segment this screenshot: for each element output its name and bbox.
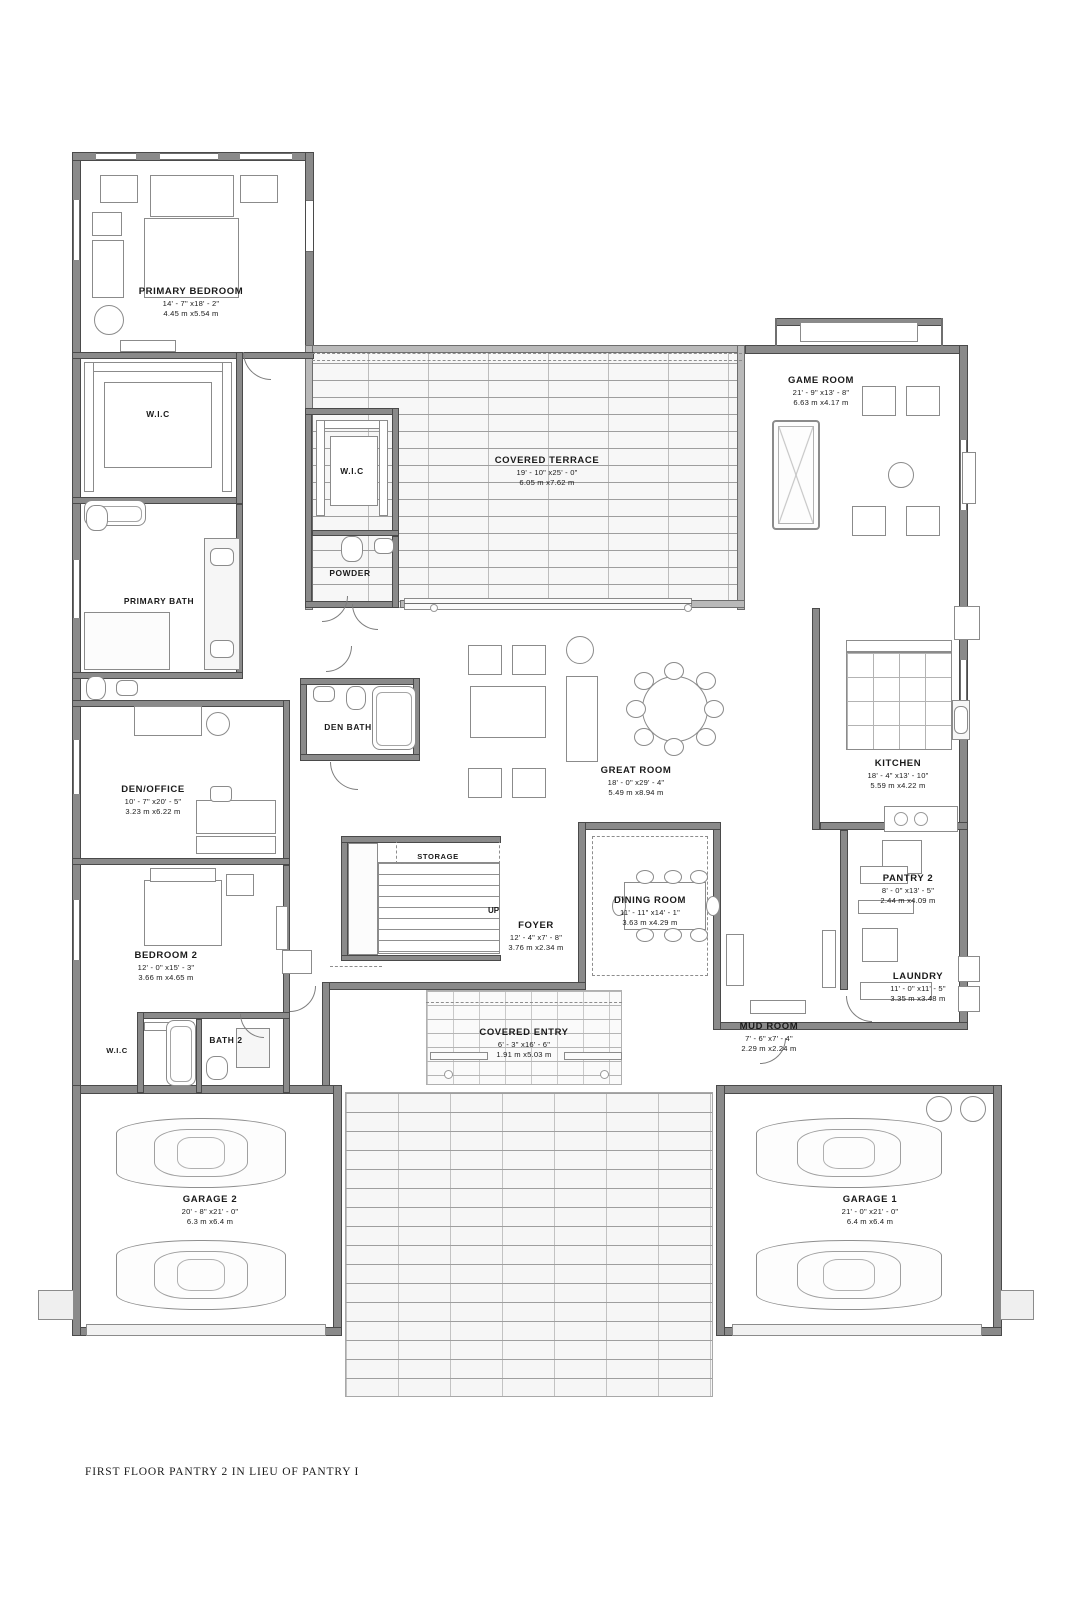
car-garage1-rear — [756, 1240, 942, 1310]
label-pantry-2: PANTRY 2 8' - 0" x13' - 5" 2.44 m x4.09 m — [880, 873, 936, 906]
kitchen-refrigerator — [954, 606, 980, 640]
terrace-north-wall — [305, 345, 745, 353]
primary-bath-sink-b — [210, 640, 234, 658]
den-sofa — [134, 706, 202, 736]
breakfast-chair-e — [704, 700, 724, 718]
terrace-slider-track — [404, 603, 692, 604]
front-door-hinge-right — [600, 1070, 609, 1079]
primary-bath-toilet-2 — [86, 676, 106, 700]
window-primary-north-b — [160, 153, 218, 160]
dresser-primary — [120, 340, 176, 352]
pool-table — [772, 420, 820, 530]
game-room-window-jamb-left — [775, 318, 777, 346]
terrace-slider-south[interactable] — [404, 598, 692, 610]
partition-den-bath-north — [300, 678, 420, 685]
den-bath-toilet — [346, 686, 366, 710]
dining-north-wall — [578, 822, 721, 830]
label-great-room: GREAT ROOM 18' - 0" x29' - 4" 5.49 m x8.94 m — [600, 765, 672, 798]
front-drive-paving — [345, 1092, 713, 1397]
dresser-bedroom2 — [276, 906, 288, 950]
den-side-table — [206, 712, 230, 736]
garage2-east-wall — [333, 1085, 342, 1335]
primary-bath-sink-c — [116, 680, 138, 696]
label-covered-terrace: COVERED TERRACE 19' - 10" x25' - 0" 6.05 m x7.62 m — [494, 455, 600, 488]
bath2-tub — [166, 1020, 196, 1086]
label-den-office: DEN/OFFICE 10' - 7" x20' - 5" 3.23 m x6.22 m — [121, 784, 185, 817]
breakfast-chair-sw — [634, 728, 654, 746]
foyer-west-wall — [322, 982, 330, 1090]
garage1-west-wall — [716, 1085, 725, 1336]
door-wic-den[interactable] — [322, 596, 348, 622]
partition-bath2-north — [137, 1012, 290, 1019]
dining-chair-n3 — [690, 870, 708, 884]
kitchen-sink — [954, 706, 968, 734]
terrace-edge-dash-mid — [312, 360, 742, 361]
game-room-armchair-c — [852, 506, 886, 536]
label-garage-2: GARAGE 2 20' - 8" x21' - 0" 6.3 m x6.4 m — [181, 1194, 239, 1227]
mud-room-bench — [726, 934, 744, 986]
partition-wic-primary-east — [236, 352, 243, 504]
drawing-caption: FIRST FLOOR PANTRY 2 IN LIEU OF PANTRY I — [85, 1466, 360, 1478]
dining-chair-n1 — [636, 870, 654, 884]
kitchen-burner-a — [894, 812, 908, 826]
door-powder[interactable] — [352, 604, 378, 630]
den-credenza — [196, 836, 276, 854]
breakfast-chair-s — [664, 738, 684, 756]
partition-den-bath-south — [300, 754, 420, 761]
garage1-door-panel[interactable] — [732, 1324, 982, 1336]
car-garage2-rear — [116, 1240, 286, 1310]
game-room-window-jamb-right — [941, 318, 943, 346]
label-dining-room: DINING ROOM 11' - 11" x14' - 1" 3.63 m x4.29 m — [613, 895, 687, 928]
window-primary-bedroom-east — [306, 200, 313, 252]
nightstand-bedroom2 — [226, 874, 254, 896]
wic-primary-shelf-east — [222, 362, 232, 492]
label-laundry: LAUNDRY 11' - 0" x11' - 5" 3.35 m x3.48 m — [890, 971, 946, 1004]
partition-den-bath-west — [300, 678, 307, 760]
front-door-hinge-left — [444, 1070, 453, 1079]
nightstand-right — [240, 175, 278, 203]
car-garage2-front — [116, 1118, 286, 1188]
interior-wall-primary-east — [305, 152, 314, 352]
window-primary-north-c — [240, 153, 292, 160]
garage2-north-wall — [72, 1085, 342, 1094]
dining-chair-n2 — [664, 870, 682, 884]
great-room-sofa — [566, 676, 598, 762]
great-room-armchair-d — [512, 768, 546, 798]
dining-chair-s1 — [636, 928, 654, 942]
label-kitchen: KITCHEN 18' - 4" x13' - 10" 5.59 m x4.22 m — [867, 758, 929, 791]
exterior-wall-northeast — [745, 345, 968, 354]
label-foyer: FOYER 12' - 4" x7' - 8" 3.76 m x2.34 m — [508, 920, 564, 953]
game-room-console — [962, 452, 976, 504]
label-wic-primary: W.I.C — [146, 409, 170, 419]
game-room-armchair-d — [906, 506, 940, 536]
great-room-armchair-b — [512, 645, 546, 675]
game-room-round-table — [888, 462, 914, 488]
breakfast-chair-nw — [634, 672, 654, 690]
wic-primary-shelf-north — [84, 362, 232, 372]
bed-bedroom2 — [144, 880, 222, 946]
label-den-bath: DEN BATH — [324, 722, 372, 732]
great-room-coffee-table — [470, 686, 546, 738]
armchair-primary-a — [92, 212, 122, 236]
bed-bedroom2-headboard — [150, 868, 216, 882]
storage-south-wall — [341, 955, 501, 961]
pantry-shelf-west — [822, 930, 836, 988]
terrace-edge-dash-north — [312, 353, 742, 354]
breakfast-chair-se — [696, 728, 716, 746]
terrace-slider-handle-left[interactable] — [430, 604, 438, 612]
dining-chair-s3 — [690, 928, 708, 942]
window-primary-north-a — [96, 153, 136, 160]
garage1-water-heater-b — [960, 1096, 986, 1122]
kitchen-burner-b — [914, 812, 928, 826]
label-garage-1: GARAGE 1 21' - 0" x21' - 0" 6.4 m x6.4 m — [841, 1194, 899, 1227]
label-game-room: GAME ROOM 21' - 9" x13' - 8" 6.63 m x4.17 m — [787, 375, 855, 408]
wic-primary-island — [104, 382, 212, 468]
den-bath-tub — [372, 686, 416, 750]
window-primary-bath-west — [73, 560, 80, 618]
door-bedroom2[interactable] — [290, 986, 316, 1012]
partition-wic-bedroom2-east — [196, 1019, 202, 1093]
label-primary-bath: PRIMARY BATH — [123, 596, 195, 606]
door-den-bath[interactable] — [326, 646, 352, 672]
kitchen-island — [846, 652, 952, 750]
powder-toilet — [341, 536, 363, 562]
mud-room-locker — [750, 1000, 806, 1014]
breakfast-chair-ne — [696, 672, 716, 690]
door-primary-bedroom[interactable] — [243, 352, 271, 380]
partition-den-south — [72, 858, 290, 865]
door-den-office[interactable] — [330, 762, 358, 790]
storage-west-wall — [341, 836, 348, 961]
foyer-opening-dash — [330, 966, 382, 967]
storage-closet — [348, 843, 378, 955]
great-room-armchair-a — [468, 645, 502, 675]
breakfast-chair-n — [664, 662, 684, 680]
label-storage: STORAGE — [417, 852, 459, 861]
dining-east-wall — [713, 822, 721, 1030]
label-bedroom-2: BEDROOM 2 12' - 0" x15' - 3" 3.66 m x4.65 m — [134, 950, 198, 983]
garage2-apron — [38, 1290, 74, 1320]
den-bath-sink — [313, 686, 335, 702]
garage1-water-heater-a — [926, 1096, 952, 1122]
car-garage1-front — [756, 1118, 942, 1188]
kitchen-counter-north — [846, 640, 952, 652]
pantry-cabinet — [862, 928, 898, 962]
label-primary-bedroom: PRIMARY BEDROOM 14' - 7" x18' - 2" 4.45 m x5.54 m — [138, 286, 244, 319]
wic-primary-shelf-west — [84, 362, 94, 492]
foyer-south-wall — [322, 982, 586, 990]
nightstand-left — [100, 175, 138, 203]
label-wic-bedroom2: W.I.C — [106, 1046, 128, 1055]
stair-up-label: UP — [488, 906, 500, 915]
wic-den-shelf-north — [316, 420, 388, 429]
partition-wic-den-north — [305, 408, 398, 415]
terrace-slider-handle-right[interactable] — [684, 604, 692, 612]
entry-canopy-dash — [426, 1002, 622, 1003]
window-primary-west — [73, 200, 80, 260]
dining-chair-e — [706, 896, 720, 916]
label-wic-den: W.I.C — [340, 466, 364, 476]
label-mud-room: MUD ROOM 7' - 6" x7' - 4" 2.29 m x2.24 m — [739, 1021, 799, 1054]
garage2-door-panel[interactable] — [86, 1324, 326, 1336]
label-covered-entry: COVERED ENTRY 6' - 3" x16' - 6" 1.91 m x5.03 m — [479, 1027, 569, 1060]
primary-bath-shower — [84, 612, 170, 670]
label-powder: POWDER — [329, 568, 371, 578]
game-room-armchair-b — [906, 386, 940, 416]
primary-bath-toilet — [86, 505, 108, 531]
great-room-armchair-c — [468, 768, 502, 798]
partition-powder-north — [312, 530, 399, 536]
partition-den-east — [283, 700, 290, 865]
dining-west-wall — [578, 822, 586, 990]
bath2-toilet — [206, 1056, 228, 1080]
primary-bath-sink-a — [210, 548, 234, 566]
pantry-west-wall — [840, 830, 848, 990]
label-bath-2: BATH 2 — [209, 1035, 243, 1045]
partition-bedroom2-east — [283, 865, 290, 1093]
bed-primary-headboard — [150, 175, 234, 217]
breakfast-chair-w — [626, 700, 646, 718]
window-bedroom2-west — [73, 900, 80, 960]
great-room-round-table — [566, 636, 594, 664]
game-room-window-box — [800, 322, 918, 342]
garage1-apron — [1000, 1290, 1034, 1320]
partition-primary-bedroom-south — [72, 352, 314, 359]
garage1-north-wall — [716, 1085, 1002, 1094]
kitchen-west-wall — [812, 608, 820, 830]
dining-chair-s2 — [664, 928, 682, 942]
bedroom2-desk — [282, 950, 312, 974]
partition-wic-den-east — [392, 408, 399, 536]
powder-sink — [374, 538, 394, 554]
